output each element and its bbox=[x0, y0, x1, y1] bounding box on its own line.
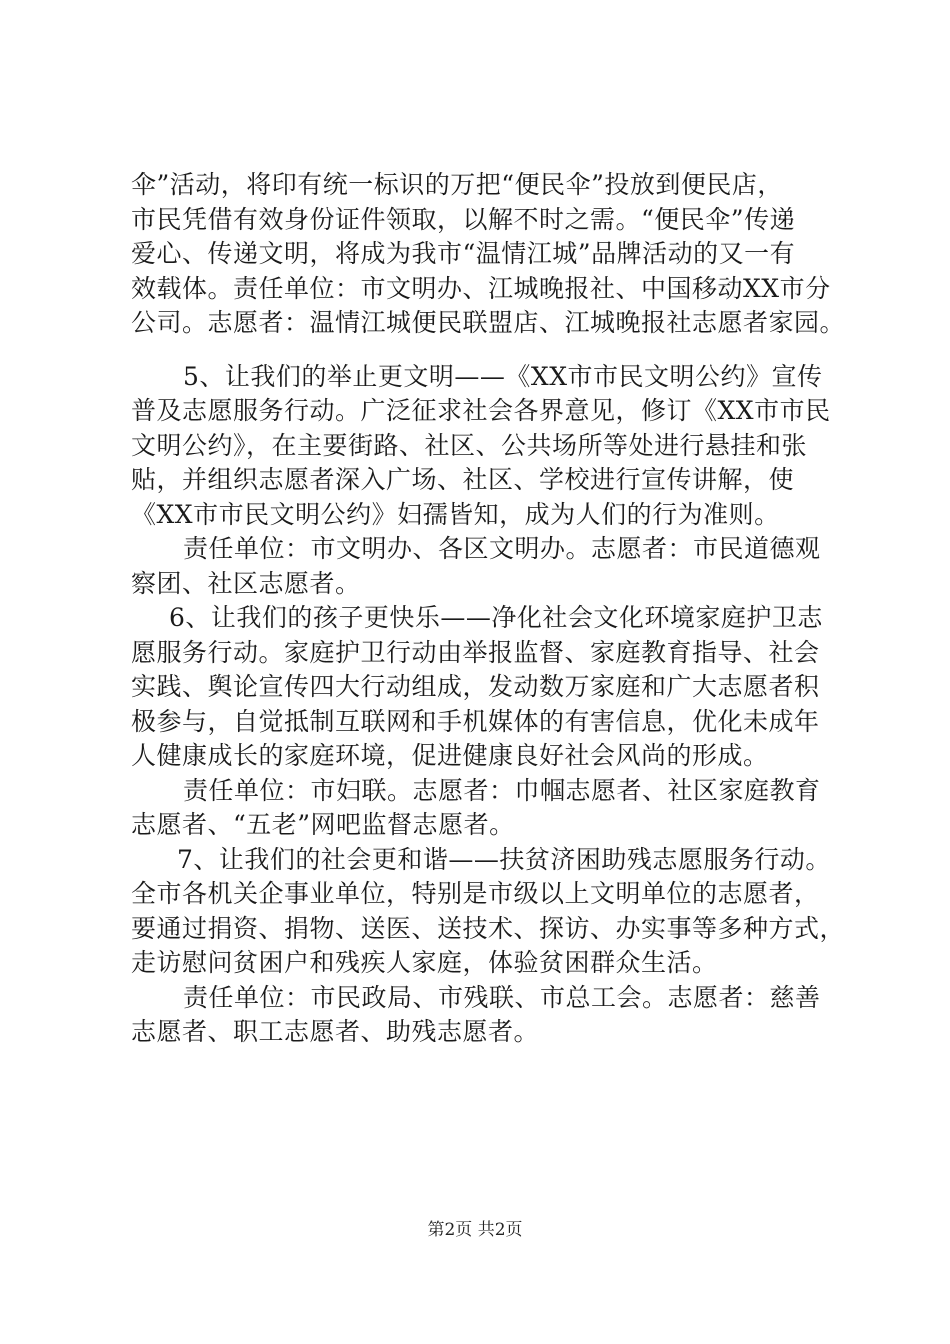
text-line: 文明公约》，在主要街路、社区、公共场所等处进行悬挂和张 bbox=[131, 430, 808, 460]
text-line: 贴，并组织志愿者深入广场、社区、学校进行宣传讲解，使 bbox=[131, 465, 795, 494]
text-line: 走访慰问贫困户和残疾人家庭，体验贫困群众生活。 bbox=[131, 948, 718, 977]
text-line: 愿服务行动。家庭护卫行动由举报监督、家庭教育指导、社会 bbox=[131, 637, 820, 667]
text-line: 志愿者、职工志愿者、助残志愿者。 bbox=[131, 1017, 540, 1046]
text-line: 志愿者、“五老”网吧监督志愿者。 bbox=[131, 810, 515, 839]
text-line: 5、让我们的举止更文明——《XX市市民文明公约》宣传 bbox=[183, 361, 823, 391]
text-line: 责任单位：市民政局、市残联、市总工会。志愿者：慈善 bbox=[183, 982, 821, 1012]
text-line: 爱心、传递文明，将成为我市“温情江城”品牌活动的又一有 bbox=[131, 239, 796, 268]
text-line: 公司。志愿者：温情江城便民联盟店、江城晚报社志愿者家园。 bbox=[131, 308, 846, 337]
document-body bbox=[131, 168, 851, 1050]
text-line: 责任单位：市文明办、各区文明办。志愿者：市民道德观 bbox=[183, 534, 821, 563]
text-line: 察团、社区志愿者。 bbox=[131, 568, 361, 598]
text-line: 普及志愿服务行动。广泛征求社会各界意见，修订《XX市市民 bbox=[131, 396, 831, 425]
text-line: 人健康成长的家庭环境，促进健康良好社会风尚的形成。 bbox=[131, 741, 769, 770]
text-line: 6、让我们的孩子更快乐——净化社会文化环境家庭护卫志 bbox=[169, 603, 823, 632]
text-line: 市民凭借有效身份证件领取，以解不时之需。“便民伞”传递 bbox=[131, 204, 796, 234]
text-line: 全市各机关企事业单位，特别是市级以上文明单位的志愿者， bbox=[131, 879, 820, 908]
text-line: 要通过捐资、捐物、送医、送技术、探访、办实事等多种方式， bbox=[131, 913, 846, 943]
text-line: 极参与，自觉抵制互联网和手机媒体的有害信息，优化未成年 bbox=[131, 706, 820, 736]
text-line: 7、让我们的社会更和谐——扶贫济困助残志愿服务行动。 bbox=[177, 844, 831, 874]
text-line: 责任单位：市妇联。志愿者：巾帼志愿者、社区家庭教育 bbox=[183, 775, 821, 805]
page-number: 第2页 共2页 bbox=[427, 1220, 523, 1240]
text-line: 效载体。责任单位：市文明办、江城晚报社、中国移动XX市分 bbox=[131, 273, 831, 303]
text-line: 《XX市市民文明公约》妇孺皆知，成为人们的行为准则。 bbox=[131, 499, 780, 529]
text-line: 伞”活动，将印有统一标识的万把“便民伞”投放到便民店， bbox=[131, 170, 783, 199]
paragraph-gap bbox=[131, 341, 851, 360]
text-line: 实践、舆论宣传四大行动组成，发动数万家庭和广大志愿者积 bbox=[131, 672, 820, 701]
